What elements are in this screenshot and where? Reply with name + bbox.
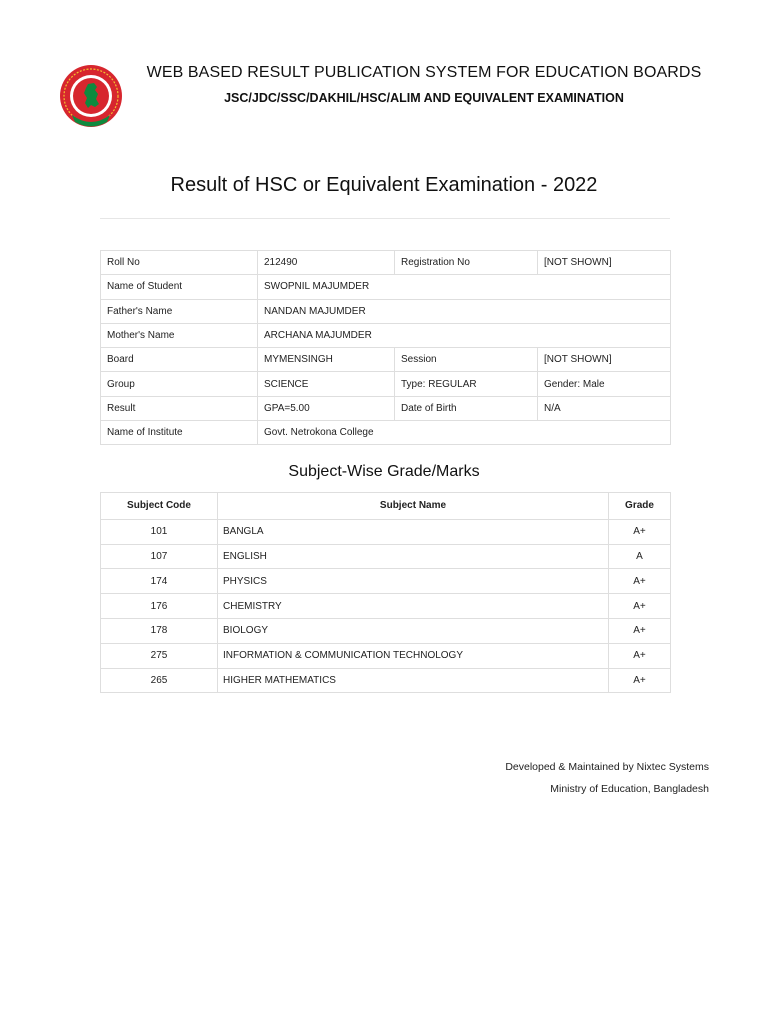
- table-row: [101, 251, 671, 275]
- session-value: [NOT SHOWN]: [538, 348, 671, 372]
- subject-code: 178: [101, 618, 218, 643]
- table-header-row: [101, 493, 671, 520]
- session-label: Session: [395, 348, 538, 372]
- table-row: [101, 323, 671, 347]
- footer-developer: Developed & Maintained by Nixtec Systems: [505, 761, 709, 773]
- table-row: [101, 643, 671, 668]
- subject-grade: A+: [609, 594, 671, 619]
- table-row: [101, 421, 671, 445]
- group-label: Group: [101, 372, 258, 396]
- subject-code: 107: [101, 544, 218, 569]
- table-row: [101, 668, 671, 693]
- father-name-label: Father's Name: [101, 299, 258, 323]
- board-value: MYMENSINGH: [258, 348, 395, 372]
- subject-grade: A+: [609, 569, 671, 594]
- subject-grades-title: Subject-Wise Grade/Marks: [288, 463, 480, 480]
- subject-grade: A+: [609, 519, 671, 544]
- table-row: [101, 372, 671, 396]
- subject-code: 101: [101, 519, 218, 544]
- subject-grade: A: [609, 544, 671, 569]
- subject-name: INFORMATION & COMMUNICATION TECHNOLOGY: [218, 643, 609, 668]
- board-label: Board: [101, 348, 258, 372]
- subject-code: 265: [101, 668, 218, 693]
- subject-code-header: Subject Code: [101, 493, 218, 520]
- divider: [100, 218, 670, 219]
- table-row: [101, 275, 671, 299]
- dob-label: Date of Birth: [395, 396, 538, 420]
- grade-header: Grade: [609, 493, 671, 520]
- student-info-table: [100, 250, 671, 445]
- institute-label: Name of Institute: [101, 421, 258, 445]
- mother-name-value: ARCHANA MAJUMDER: [258, 323, 671, 347]
- mother-name-label: Mother's Name: [101, 323, 258, 347]
- subject-grade: A+: [609, 668, 671, 693]
- gender-value: Gender: Male: [538, 372, 671, 396]
- subject-name: CHEMISTRY: [218, 594, 609, 619]
- table-row: [101, 396, 671, 420]
- table-row: [101, 569, 671, 594]
- subject-name: BANGLA: [218, 519, 609, 544]
- table-row: [101, 348, 671, 372]
- institute-value: Govt. Netrokona College: [258, 421, 671, 445]
- dob-value: N/A: [538, 396, 671, 420]
- table-row: [101, 519, 671, 544]
- site-subtitle: JSC/JDC/SSC/DAKHIL/HSC/ALIM AND EQUIVALENT EXAMINATION: [224, 91, 624, 105]
- subject-name: BIOLOGY: [218, 618, 609, 643]
- subject-name: HIGHER MATHEMATICS: [218, 668, 609, 693]
- table-row: [101, 544, 671, 569]
- roll-label: Roll No: [101, 251, 258, 275]
- table-row: [101, 299, 671, 323]
- page-title: Result of HSC or Equivalent Examination - 2022: [170, 174, 598, 196]
- group-value: SCIENCE: [258, 372, 395, 396]
- result-value: GPA=5.00: [258, 396, 395, 420]
- registration-value: [NOT SHOWN]: [538, 251, 671, 275]
- student-name-label: Name of Student: [101, 275, 258, 299]
- subject-grade: A+: [609, 618, 671, 643]
- father-name-value: NANDAN MAJUMDER: [258, 299, 671, 323]
- type-value: Type: REGULAR: [395, 372, 538, 396]
- subject-grades-table: [100, 492, 671, 693]
- student-name-value: SWOPNIL MAJUMDER: [258, 275, 671, 299]
- subject-name: PHYSICS: [218, 569, 609, 594]
- table-row: [101, 618, 671, 643]
- result-label: Result: [101, 396, 258, 420]
- subject-name: ENGLISH: [218, 544, 609, 569]
- subject-name-header: Subject Name: [218, 493, 609, 520]
- site-title: WEB BASED RESULT PUBLICATION SYSTEM FOR EDUCATION BOARDS: [146, 64, 702, 81]
- subject-code: 176: [101, 594, 218, 619]
- subject-grade: A+: [609, 643, 671, 668]
- subject-code: 275: [101, 643, 218, 668]
- roll-value: 212490: [258, 251, 395, 275]
- subject-code: 174: [101, 569, 218, 594]
- registration-label: Registration No: [395, 251, 538, 275]
- footer-ministry: Ministry of Education, Bangladesh: [550, 783, 709, 795]
- bangladesh-government-seal-icon: [58, 59, 124, 133]
- table-row: [101, 594, 671, 619]
